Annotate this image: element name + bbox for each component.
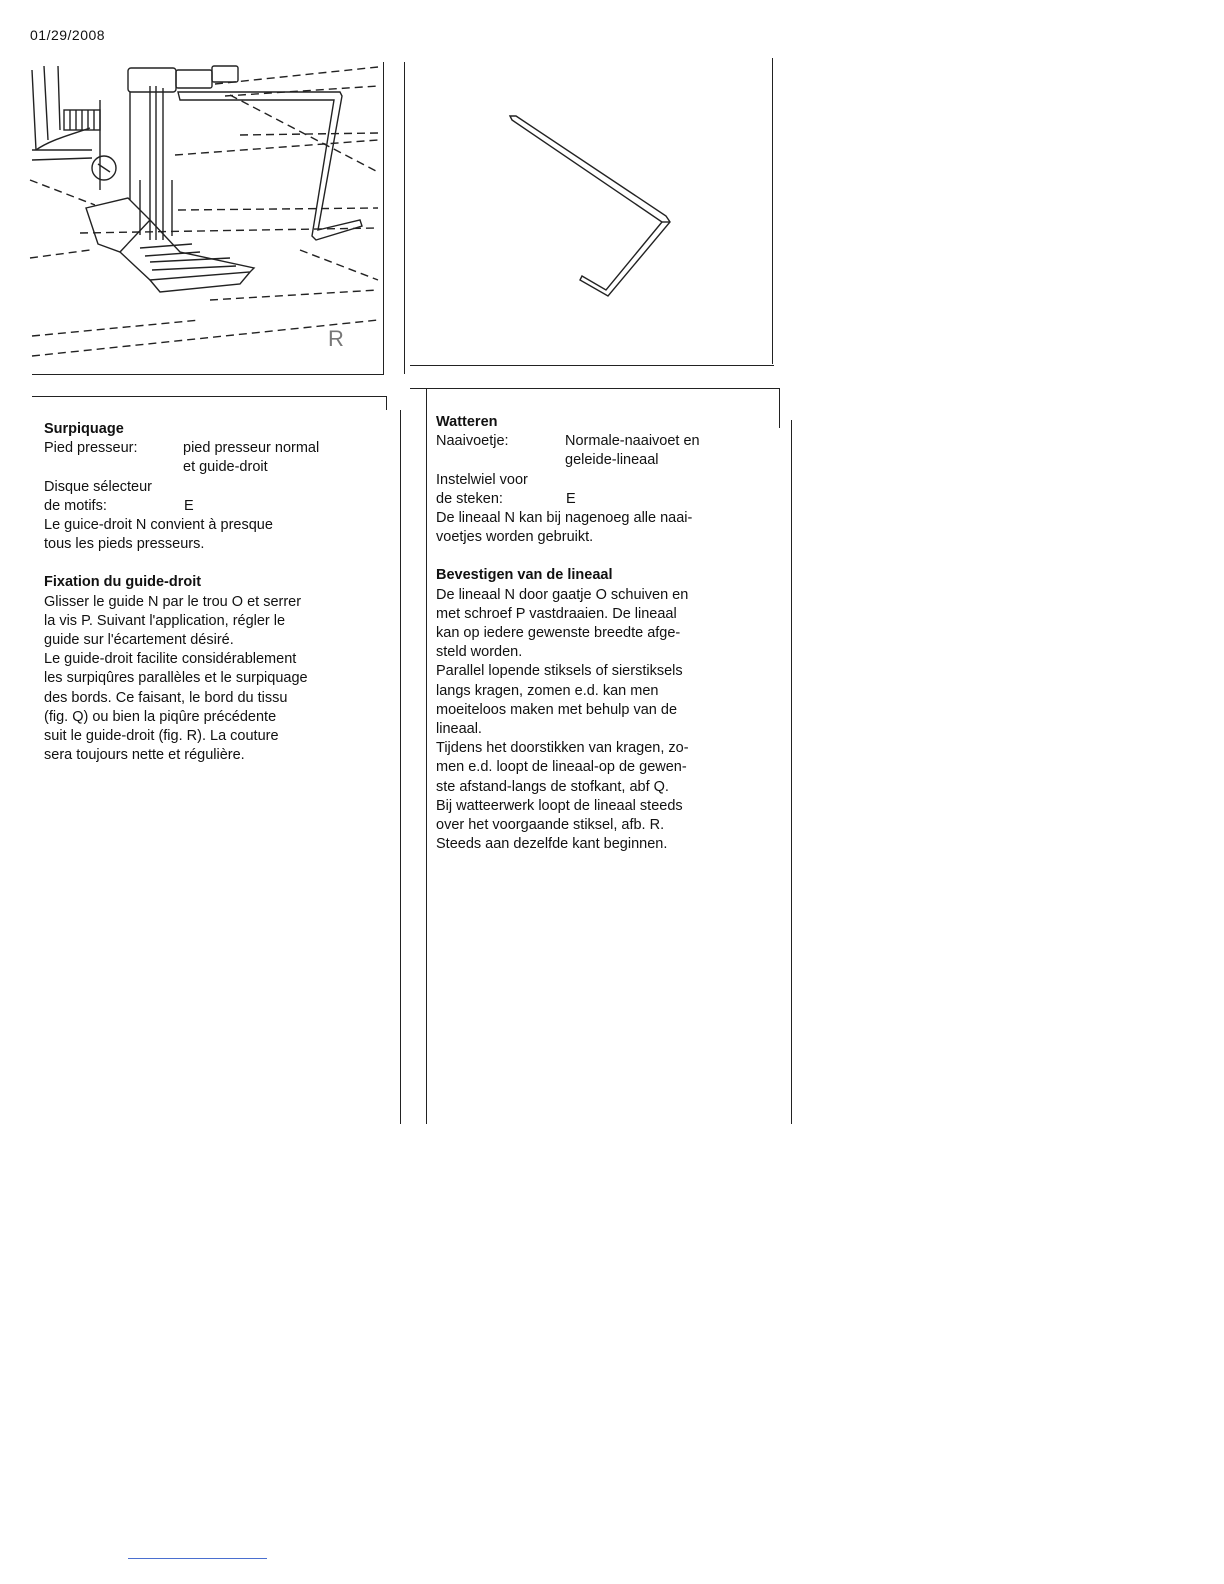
dutch-body-line: De lineaal N door gaatje O schuiven en <box>436 586 689 603</box>
dutch-body-line: lineaal. <box>436 721 482 738</box>
dutch-wheel-label-1: Instelwiel voor <box>436 471 528 488</box>
french-presser-foot-row <box>44 439 374 458</box>
french-body-line: sera toujours nette et régulière. <box>44 747 245 764</box>
dutch-intro-1: De lineaal N kan bij nagenoeg alle naai- <box>436 510 693 527</box>
figure-label-r: R <box>328 326 344 351</box>
dutch-intro-2: voetjes worden gebruikt. <box>436 529 594 546</box>
french-column-top-border <box>32 396 387 397</box>
dutch-foot-row <box>436 432 776 451</box>
dutch-body-line: over het voorgaande stiksel, afb. R. <box>436 817 665 834</box>
dutch-wheel-row <box>436 490 776 509</box>
french-body-line: Le guide-droit facilite considérablement <box>44 651 297 668</box>
dutch-wheel-label-2: de steken: <box>436 490 503 507</box>
dutch-foot-label: Naaivoetje: <box>436 433 509 450</box>
dutch-body-line: Parallel lopende stiksels of sierstiksels <box>436 663 683 680</box>
dutch-body-line: men e.d. loopt de lineaal-op de gewen- <box>436 759 687 776</box>
dutch-body-line: steld worden. <box>436 644 523 661</box>
french-intro-1: Le guice-droit N convient à presque <box>44 517 273 534</box>
footer-link-underline[interactable] <box>128 1558 267 1559</box>
dutch-body-line: moeiteloos maken met behulp van de <box>436 701 678 718</box>
dutch-body-line: Steeds aan dezelfde kant beginnen. <box>436 836 668 853</box>
dutch-foot-value-2: geleide-lineaal <box>565 452 659 469</box>
french-body-line: la vis P. Suivant l'application, régler le <box>44 612 286 629</box>
french-body-line: suit le guide-droit (fig. R). La couture <box>44 728 279 745</box>
french-body-line: guide sur l'écartement désiré. <box>44 632 234 649</box>
dutch-column <box>436 413 776 854</box>
french-presser-foot-value-1: pied presseur normal <box>183 440 320 457</box>
french-intro-2: tous les pieds presseurs. <box>44 536 205 553</box>
french-presser-foot-row-2 <box>44 458 374 477</box>
dutch-wheel-value: E <box>566 490 576 507</box>
french-presser-foot-label: Pied presseur: <box>44 440 138 457</box>
french-selector-row <box>44 497 374 516</box>
dutch-body-line: kan op iedere gewenste breedte afge- <box>436 625 681 642</box>
column-divider-middle <box>426 388 427 1124</box>
dutch-body-line: Tijdens het doorstikken van kragen, zo- <box>436 740 689 757</box>
column-divider-right <box>791 420 792 1124</box>
french-selector-value: E <box>184 497 194 514</box>
french-body-line: (fig. Q) ou bien la piqûre précédente <box>44 708 277 725</box>
dutch-foot-value-1: Normale-naaivoet en <box>565 433 700 450</box>
dutch-body-line: ste afstand-langs de stofkant, abf Q. <box>436 778 669 795</box>
dutch-body-line: langs kragen, zomen e.d. kan men <box>436 682 659 699</box>
dutch-title: Watteren <box>436 414 498 430</box>
french-section-title: Fixation du guide-droit <box>44 574 202 591</box>
french-selector-label-2: de motifs: <box>44 497 107 514</box>
dutch-section-title: Bevestigen van de lineaal <box>436 567 613 584</box>
dutch-body-line: Bij watteerwerk loopt de lineaal steeds <box>436 797 683 814</box>
french-presser-foot-value-2: et guide-droit <box>183 459 268 476</box>
dutch-column-top-border <box>410 388 780 389</box>
guide-rod-illustration <box>400 50 780 370</box>
dutch-body-line: met schroef P vastdraaien. De lineaal <box>436 605 677 622</box>
presser-foot-illustration <box>0 0 400 380</box>
french-column <box>44 420 374 765</box>
french-selector-label-1: Disque sélecteur <box>44 478 152 495</box>
french-body-line: les surpiqûres parallèles et le surpiquage <box>44 670 308 687</box>
page-date: 01/29/2008 <box>30 27 106 43</box>
dutch-column-right-border <box>779 388 780 428</box>
french-body-line: des bords. Ce faisant, le bord du tissu <box>44 689 288 706</box>
french-body-line: Glisser le guide N par le trou O et serrer <box>44 593 302 610</box>
dutch-foot-row-2 <box>436 451 776 470</box>
french-column-right-border <box>386 396 387 410</box>
column-divider-left <box>400 410 401 1124</box>
french-title: Surpiquage <box>44 421 124 437</box>
